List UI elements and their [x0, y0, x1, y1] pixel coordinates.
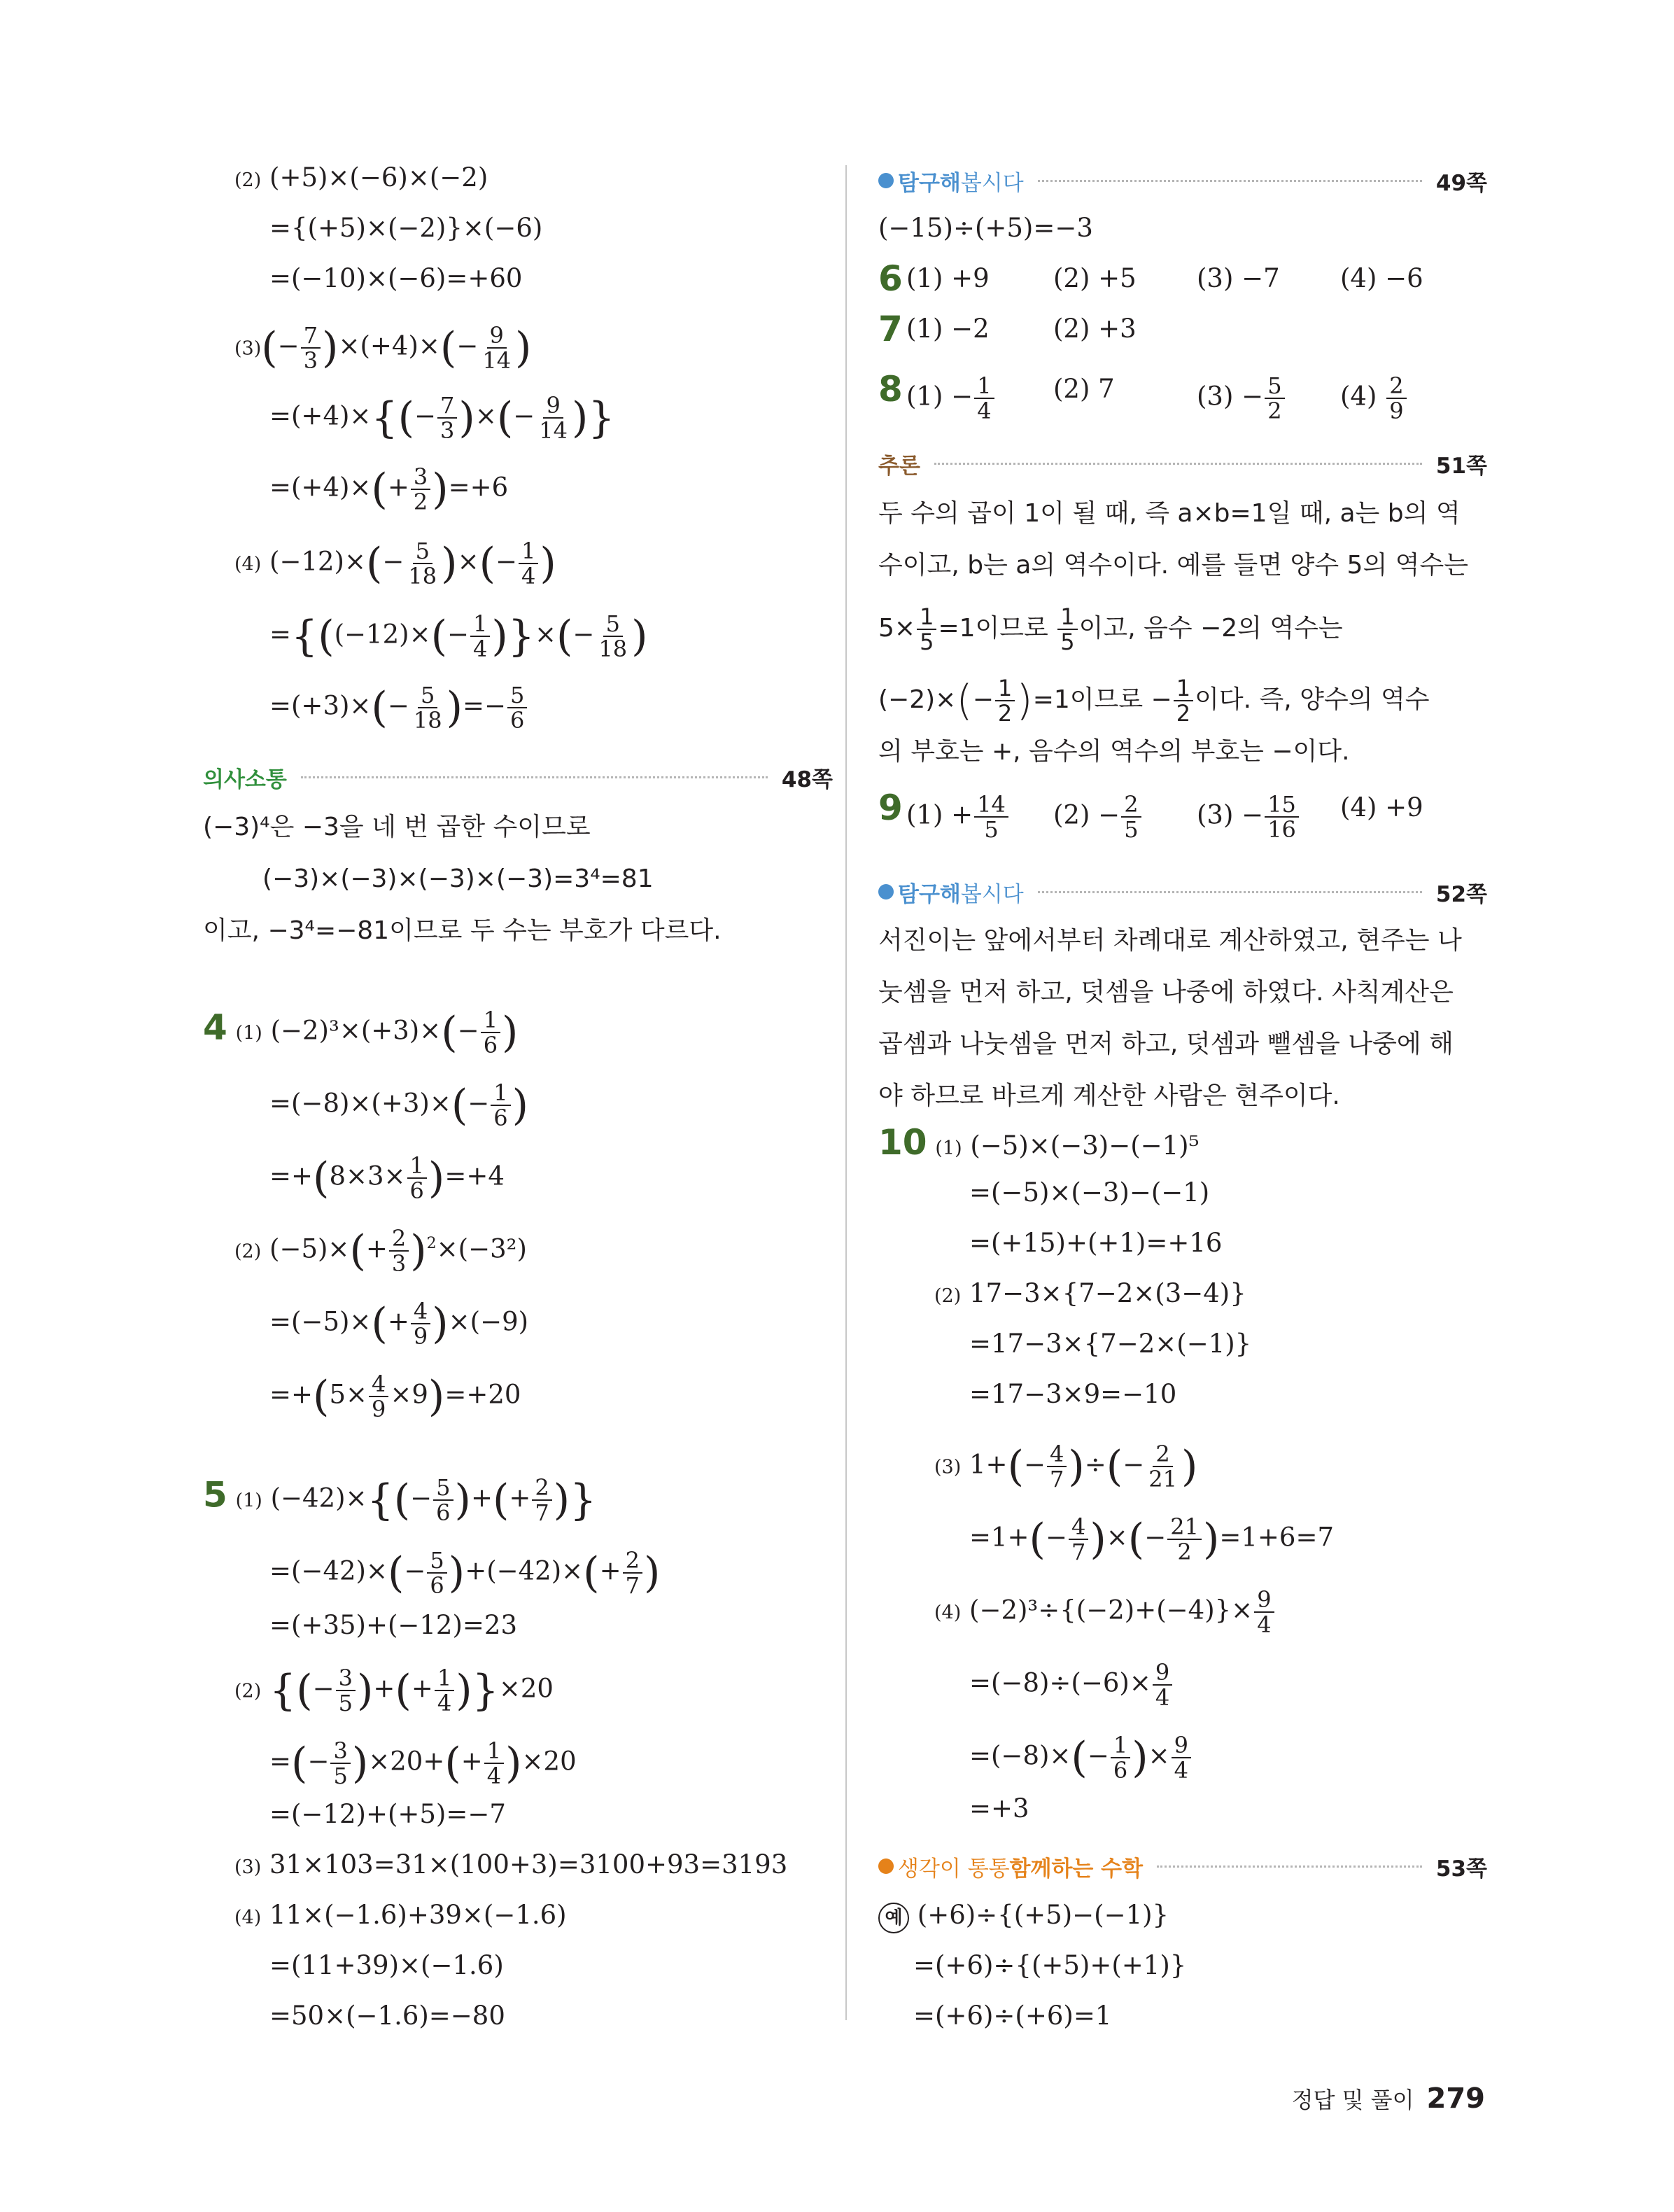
example-badge: 예 — [878, 1903, 909, 1933]
reasoning-text-2: 수이고, b는 a의 역수이다. 예를 들면 양수 5의 역수는 — [878, 551, 1468, 580]
problem-3-4-line1: (4) (−12)×(− $\frac{5}{18}$ )×(− $\frac{1}{4}$ ) — [234, 538, 556, 589]
problem-10-line12: =+3 — [969, 1793, 1029, 1823]
problem-5-line4: (2) {(− $\frac{3}{5}$ )+(+ $\frac{1}{4}$ )}×20 — [234, 1665, 554, 1716]
section-header-explore-49: 탐구해 봅시다 49쪽 — [878, 165, 1487, 196]
bullet-dot-icon — [878, 1858, 894, 1874]
problem-9: 9 (1) + $\frac{14}{5}$ (2) − $\frac{2}{5}$ (3) − $\frac{15}{16}$ (4) +9 — [878, 788, 1423, 843]
explore-52-text-1: 서진이는 앞에서부터 차례대로 계산하였고, 현주는 나 — [878, 926, 1462, 955]
footer-label: 정답 및 풀이 — [1291, 2087, 1414, 2113]
section-header-explore-52: 탐구해 봅시다 52쪽 — [878, 876, 1487, 907]
problem-4-line5: =(−5)×(+ $\frac{4}{9}$ )×(−9) — [269, 1298, 529, 1350]
page-number: 279 — [1426, 2082, 1485, 2115]
problem-4-line1: 4 (1) (−2)³×(+3)×(− $\frac{1}{6}$ ) — [203, 1007, 519, 1058]
reasoning-text-3: 5× $\frac{1}{5}$ =1이므로 $\frac{1}{5}$ 이고, 음수 −2의 역수는 — [878, 603, 1343, 655]
explore-52-text-3: 곱셈과 나눗셈을 먼저 하고, 덧셈과 뺄셈을 나중에 해 — [878, 1030, 1454, 1058]
problem-number: 7 — [878, 309, 903, 349]
bullet-dot-icon — [878, 884, 894, 899]
problem-3-3-line2: =(+4)×{(− $\frac{7}{3}$ )×(− $\frac{9}{14}$ )} — [269, 392, 615, 444]
problem-5-line2: =(−42)×(− $\frac{5}{6}$ )+(−42)×(+ $\frac{2}{7}$ ) — [269, 1547, 661, 1599]
problem-10-line11: =(−8)×(− $\frac{1}{6}$ )× $\frac{9}{4}$ — [969, 1733, 1193, 1782]
explore-52-text-2: 눗셈을 먼저 하고, 덧셈을 나중에 하였다. 사칙계산은 — [878, 978, 1454, 1007]
problem-3-2-line1: (2) (+5)×(−6)×(−2) — [234, 162, 488, 192]
problem-3-3-line1: (3)(− $\frac{7}{3}$ )×(+4)×(− $\frac{9}{14}$ ) — [234, 322, 532, 374]
problem-5-line3: =(+35)+(−12)=23 — [269, 1610, 517, 1640]
section-header-math-together: 생각이 통통 함께하는 수학 53쪽 — [878, 1851, 1487, 1882]
math-together-line2: =(+6)÷{(+5)+(+1)} — [913, 1950, 1187, 1980]
problem-5-line6: =(−12)+(+5)=−7 — [269, 1799, 506, 1829]
problem-10-line7: (3) 1+(− $\frac{4}{7}$ )÷(− $\frac{2}{21}$ ) — [934, 1441, 1198, 1492]
problem-10-line10: =(−8)÷(−6)× $\frac{9}{4}$ — [969, 1660, 1174, 1709]
math-together-line3: =(+6)÷(+6)=1 — [913, 2001, 1112, 2031]
problem-7: 7 (1) −2 (2) +3 — [878, 309, 1137, 349]
problem-10-line6: =17−3×9=−10 — [969, 1379, 1177, 1409]
explore-52-text-4: 야 하므로 바르게 계산한 사람은 현주이다. — [878, 1082, 1340, 1110]
problem-number: 8 — [878, 369, 903, 410]
problem-number: 9 — [878, 788, 903, 828]
problem-number: 5 — [203, 1474, 227, 1516]
problem-6: 6 (1) +9 (2) +5 (3) −7 (4) −6 — [878, 258, 1423, 299]
problem-3-2-line2: ={(+5)×(−2)}×(−6) — [269, 213, 543, 243]
reasoning-text-5: 의 부호는 +, 음수의 역수의 부호는 −이다. — [878, 737, 1350, 766]
problem-3-4-line3: =(+3)×(− $\frac{5}{18}$ )=− $\frac{5}{6}$ — [269, 683, 528, 732]
problem-5-line7: (3) 31×103=31×(100+3)=3100+93=3193 — [234, 1849, 788, 1879]
section-header-communication — [203, 762, 833, 792]
bullet-dot-icon — [878, 173, 894, 188]
problem-4-line3: =+(8×3× $\frac{1}{6}$ )=+4 — [269, 1152, 505, 1204]
problem-5-line5: =(− $\frac{3}{5}$ )×20+(+ $\frac{1}{4}$ )×20 — [269, 1737, 577, 1789]
reasoning-text-1: 두 수의 곱이 1이 될 때, 즉 a×b=1일 때, a는 b의 역 — [878, 499, 1461, 528]
problem-4-line4: (2) (−5)×(+ $\frac{2}{3}$ )$^2$×(−3²) — [234, 1225, 527, 1277]
problem-3-3-line3: =(+4)×(+ $\frac{3}{2}$ )=+6 — [269, 463, 509, 515]
section-title: 의사소통 — [203, 766, 287, 792]
problem-10-line4: (2) 17−3×{7−2×(3−4)} — [934, 1278, 1246, 1308]
explore-49-equation: (−15)÷(+5)=−3 — [878, 213, 1093, 243]
reasoning-text-4: (−2)×(− $\frac{1}{2}$ )=1이므로 − $\frac{1}{2}$ 이다. 즉, 양수의 역수 — [878, 675, 1430, 727]
column-divider — [845, 165, 847, 2020]
problem-10-line8: =1+(− $\frac{4}{7}$ )×(− $\frac{21}{2}$ )=1+6=7 — [969, 1513, 1334, 1565]
problem-10-line9: (4) (−2)³÷{(−2)+(−4)}× $\frac{9}{4}$ — [934, 1588, 1276, 1637]
problem-10-line5: =17−3×{7−2×(−1)} — [969, 1329, 1252, 1359]
problem-4-line2: =(−8)×(+3)×(− $\frac{1}{6}$ ) — [269, 1079, 529, 1131]
problem-number: 10 — [878, 1122, 927, 1163]
problem-number: 6 — [878, 258, 903, 299]
problem-5-line10: =50×(−1.6)=−80 — [269, 2001, 505, 2031]
problem-number: 4 — [203, 1007, 227, 1048]
communication-text-2: (−3)×(−3)×(−3)×(−3)=3⁴=81 — [262, 864, 654, 893]
problem-5-line1: 5 (1) (−42)×{(− $\frac{5}{6}$ )+(+ $\frac{2}{7}$ )} — [203, 1474, 597, 1526]
problem-8: 8 (1) − $\frac{1}{4}$ (2) 7 (3) − $\frac{5}{2}$ (4) $\frac{2}{9}$ — [878, 374, 1487, 423]
problem-3-2-line3: =(−10)×(−6)=+60 — [269, 263, 523, 293]
section-page: 48쪽 — [781, 766, 833, 792]
section-header-reasoning: 추론 51쪽 — [878, 453, 1487, 479]
problem-4-line6: =+(5× $\frac{4}{9}$ ×9)=+20 — [269, 1371, 521, 1422]
problem-5-line9: =(11+39)×(−1.6) — [269, 1950, 504, 1980]
problem-10-line3: =(+15)+(+1)=+16 — [969, 1228, 1223, 1258]
page-footer — [1292, 2082, 1485, 2115]
problem-3-4-line2: ={((−12)×(− $\frac{1}{4}$ )}×(− $\frac{5}{18}$ ) — [269, 610, 648, 662]
problem-10-line2: =(−5)×(−3)−(−1) — [969, 1177, 1210, 1208]
communication-text-1: (−3)⁴은 −3을 네 번 곱한 수이므로 — [203, 813, 591, 841]
math-together-line1: 예 (+6)÷{(+5)−(−1)} — [878, 1900, 1169, 1933]
communication-text-3: 이고, −3⁴=−81이므로 두 수는 부호가 다르다. — [203, 916, 722, 945]
problem-5-line8: (4) 11×(−1.6)+39×(−1.6) — [234, 1900, 567, 1930]
problem-10-line1: 10 (1) (−5)×(−3)−(−1)⁵ — [878, 1122, 1200, 1163]
